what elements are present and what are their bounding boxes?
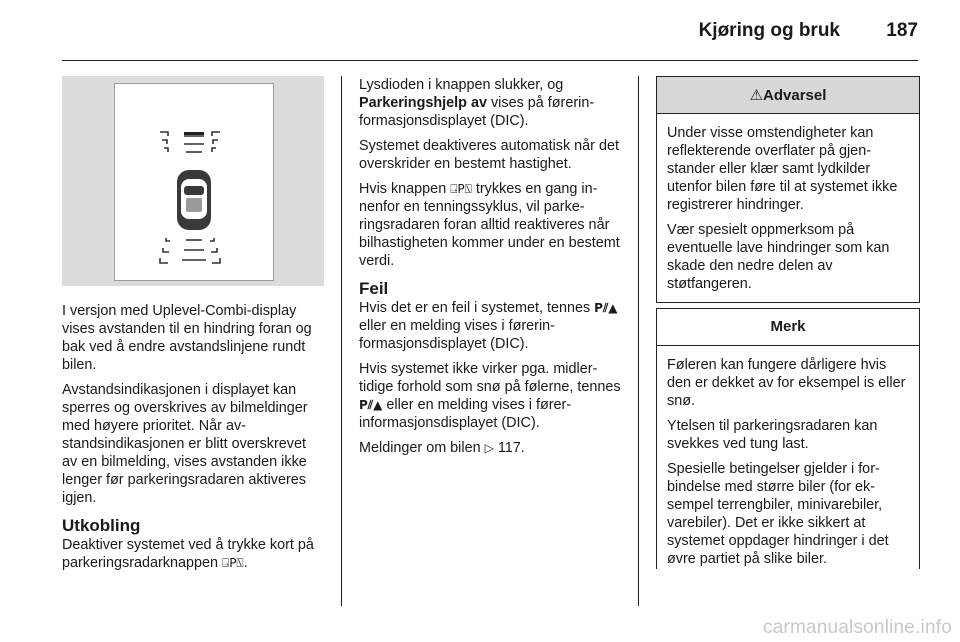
column-divider <box>341 76 342 606</box>
paragraph: Deaktiver systemet ved å trykke kort på parkeringsradarknappen ⍈P⍂. <box>62 537 314 571</box>
paragraph: Hvis systemet ikke virker pga. midlertidige forhold som snø på følerne, tennes P⫽▲ eller en melding vises i førerinformasjonsdisplayet (DIC). <box>359 361 621 431</box>
paragraph: Systemet deaktiveres automatisk når det overskrider en bestemt hastighet. <box>359 138 619 172</box>
column-divider <box>638 76 639 606</box>
paragraph: Under visse omstendigheter kan reflekterende overflater på gjenstander eller klær samt lydkilder utenfor bilen føre til at systemet ikke registrerer hindringer. <box>667 125 898 213</box>
section-heading-utkobling: Utkobling <box>62 516 141 535</box>
paragraph: Ytelsen til parkeringsradaren kan svekkes ved tung last. <box>667 418 878 452</box>
watermark: carmanualsonline.info <box>762 617 952 638</box>
page-title: Kjøring og bruk <box>698 20 840 41</box>
parking-fault-icon: P⫽▲ <box>359 398 383 412</box>
dic-message: Parkeringshjelp av <box>359 95 487 111</box>
parking-display-figure <box>62 76 324 286</box>
section-heading-feil: Feil <box>359 279 389 298</box>
note-box-body <box>657 346 919 577</box>
reference-arrow-icon: ▷ <box>484 441 494 455</box>
page-header <box>62 0 918 61</box>
note-box-header: Merk <box>657 309 919 346</box>
column-left <box>62 76 324 579</box>
paragraph: Lysdioden i knappen slukker, og Parkeringshjelp av vises på førerinformasjonsdisplayet (DIC). <box>359 77 595 129</box>
paragraph: Spesielle betingelser gjelder i forbindelse med større biler (for eksempel terrengbiler, minivarebiler, varebiler). Det er ikke sikkert at systemet oppdager hindringer i det øvre partiet på slike biler. <box>667 461 889 567</box>
paragraph: Hvis knappen ⍈P⍂ trykkes en gang innenfor en tenningssyklus, vil parkeringsradaren foran alltid reaktiveres når bilhastigheten kommer under en bestemt verdi. <box>359 181 620 269</box>
paragraph: I versjon med Uplevel-Combi-display vises avstanden til en hindring foran og bak ved å endre avstandslinjene rundt bilen. <box>62 303 312 373</box>
note-box <box>656 308 920 569</box>
paragraph: Vær spesielt oppmerksom på eventuelle lave hindringer som kan skade den nedre delen av støtfangeren. <box>667 222 890 292</box>
warning-box-header <box>657 77 919 114</box>
paragraph: Avstandsindikasjonen i displayet kan sperres og overskrives av bilmeldinger med høyere prioritet. Når avstandsindikasjonen er blitt overskrevet av en bilmelding, vises avstanden ikke lenger før parkeringsradaren aktiveres igjen. <box>62 382 308 506</box>
warning-box-body <box>657 114 919 302</box>
warning-title: Advarsel <box>763 87 827 104</box>
paragraph: Hvis det er en feil i systemet, tennes P⫽▲ eller en melding vises i førerinformasjonsdisplayet (DIC). <box>359 300 618 352</box>
page-number: 187 <box>886 20 918 41</box>
parking-button-icon: ⍈P⍂ <box>222 556 244 570</box>
parking-fault-icon: P⫽▲ <box>594 301 618 315</box>
warning-triangle-icon: ⚠ <box>749 86 764 104</box>
car-distance-illustration <box>62 76 324 286</box>
parking-button-icon: ⍈P⍂ <box>450 182 472 196</box>
column-middle <box>359 76 621 464</box>
paragraph: Føleren kan fungere dårligere hvis den er dekket av for eksempel is eller snø. <box>667 357 906 409</box>
warning-box <box>656 76 920 303</box>
paragraph: Meldinger om bilen ▷ 117. <box>359 440 525 456</box>
